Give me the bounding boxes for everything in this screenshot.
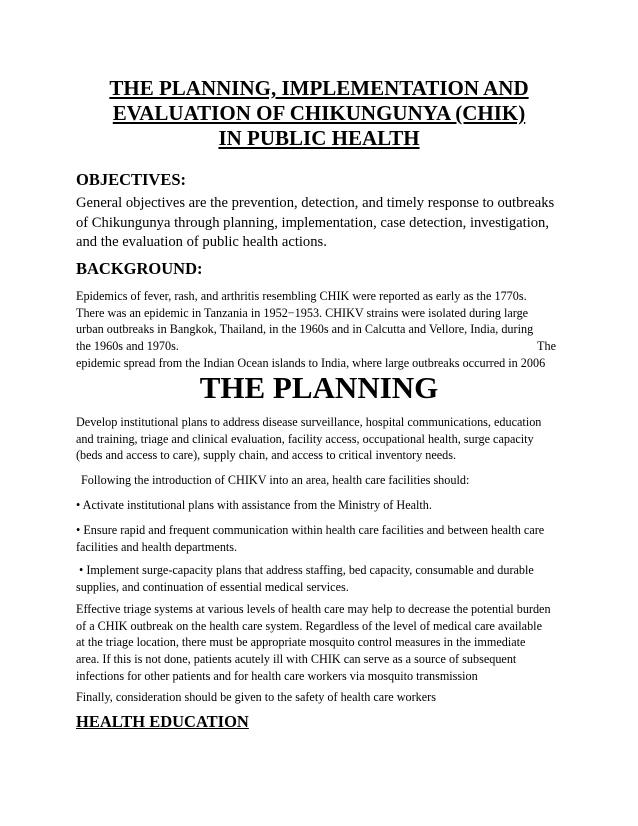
bullet-line: • Ensure rapid and frequent communication within health care facilities and between health care — [76, 523, 545, 537]
title-line-2: EVALUATION OF CHIKUNGUNYA (CHIK) — [112, 101, 526, 125]
objectives-heading: OBJECTIVES: — [76, 170, 187, 189]
finally-paragraph: Finally, consideration should be given to the safety of health care workers — [76, 690, 436, 704]
background-line-left: the 1960s and 1970s. — [76, 339, 179, 354]
planning-intro — [76, 414, 568, 464]
title-line-3: IN PUBLIC HEALTH — [218, 126, 420, 150]
triage-line: Effective triage systems at various levels of health care may help to decrease the potential burden — [76, 602, 551, 616]
objectives-paragraph — [76, 194, 568, 253]
triage-line: of a CHIK outbreak on the health care system. Regardless of the level of medical care available — [76, 618, 542, 633]
background-line-right: The — [537, 339, 556, 354]
planning-intro-line: Develop institutional plans to address disease surveillance, hospital communications, education — [76, 415, 542, 429]
planning-intro-line: (beds and access to care), supply chain, and access to critical inventory needs. — [76, 448, 457, 463]
title-line-1: THE PLANNING, IMPLEMENTATION AND — [109, 76, 529, 100]
background-paragraph — [76, 288, 568, 372]
triage-line: infections for other patients and for health care workers via mosquito transmission — [76, 668, 478, 683]
triage-line: area. If this is not done, patients acutely ill with CHIK can serve as a source of subsequent — [76, 652, 517, 667]
bullet-activate: • Activate institutional plans with assistance from the Ministry of Health. — [76, 498, 432, 512]
triage-paragraph — [76, 601, 568, 685]
planning-intro-line: and training, triage and clinical evaluation, facility access, occupational health, surge capacity — [76, 431, 534, 446]
triage-line: at the triage location, there must be appropriate mosquito control measures in the immediate — [76, 635, 526, 650]
background-line — [76, 338, 556, 355]
background-line: There was an epidemic in Tanzania in 1952−1953. CHIKV strains were isolated during large — [76, 305, 529, 320]
objectives-line: and the evaluation of public health actions. — [76, 234, 327, 250]
background-line: urban outbreaks in Bangkok, Thailand, in the 1960s and in Calcutta and Vellore, India, during — [76, 322, 534, 337]
bullet-line: facilities and health departments. — [76, 539, 238, 554]
background-heading: BACKGROUND: — [76, 259, 203, 278]
objectives-line: General objectives are the prevention, detection, and timely response to outbreaks — [76, 195, 555, 211]
background-line: epidemic spread from the Indian Ocean islands to India, where large outbreaks occurred in 2006 — [76, 355, 546, 370]
planning-heading: THE PLANNING — [199, 370, 439, 405]
bullet-line: • Implement surge-capacity plans that address staffing, bed capacity, consumable and durable — [79, 563, 534, 577]
document-title — [60, 76, 578, 151]
health-education-heading: HEALTH EDUCATION — [76, 712, 249, 731]
bullet-communication — [76, 522, 568, 555]
background-line: Epidemics of fever, rash, and arthritis resembling CHIK were reported as early as the 1770s. — [76, 289, 527, 303]
objectives-line: of Chikungunya through planning, implementation, case detection, investigation, — [76, 214, 549, 231]
bullet-surge-capacity — [76, 562, 568, 595]
bullet-line: supplies, and continuation of essential medical services. — [76, 579, 349, 594]
planning-following: Following the introduction of CHIKV into an area, health care facilities should: — [81, 473, 470, 487]
